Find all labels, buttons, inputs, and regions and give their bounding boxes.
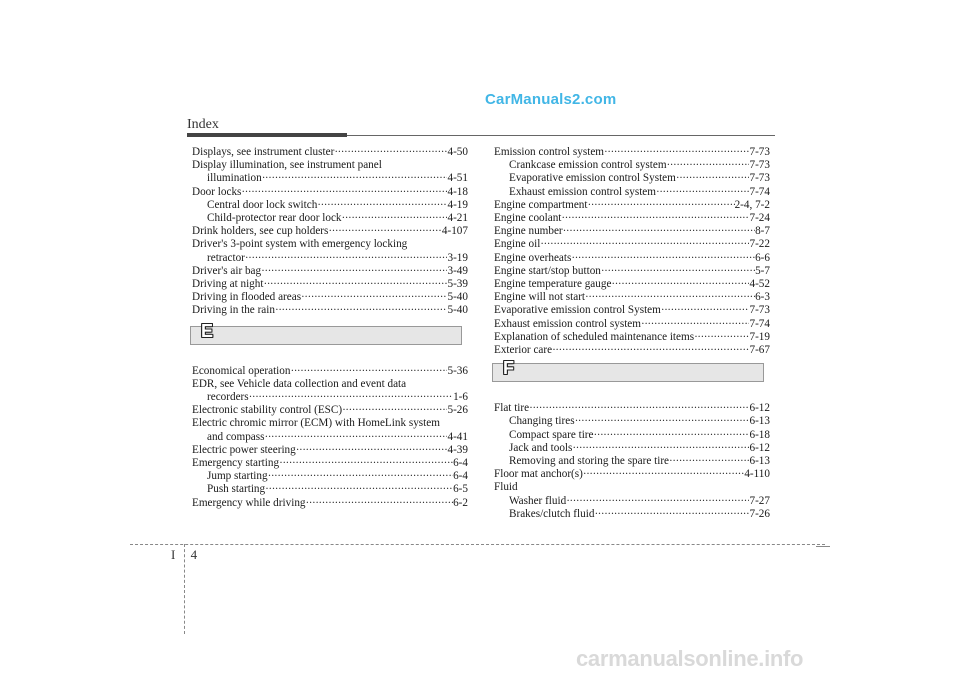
index-page-ref: 6-13	[749, 415, 770, 428]
index-entry-label: Emission control system	[494, 146, 605, 158]
dot-leader	[342, 404, 447, 417]
index-entry	[192, 172, 468, 185]
index-entry	[494, 146, 770, 159]
index-entry	[494, 331, 770, 344]
index-entry-label: Electric chromic mirror (ECM) with HomeLink system	[192, 417, 440, 430]
index-page-ref: 3-49	[447, 264, 468, 277]
index-entry	[494, 278, 770, 291]
index-entry	[192, 291, 468, 304]
dot-leader	[275, 304, 448, 317]
dot-leader	[279, 457, 453, 470]
index-subentry	[494, 429, 770, 442]
index-subentry	[494, 159, 770, 172]
dot-leader	[583, 468, 744, 481]
index-entry	[192, 146, 468, 159]
index-page-ref: 6-4	[453, 470, 468, 483]
index-entry-label: Driver's 3-point system with emergency locking	[192, 238, 408, 251]
index-column-right	[494, 146, 770, 521]
index-entry	[192, 252, 468, 265]
header-bar	[187, 133, 347, 137]
index-page-ref: 7-26	[749, 507, 770, 520]
index-entry-label: Push starting	[207, 483, 266, 496]
index-entry-label: Drink holders, see cup holders	[192, 225, 329, 238]
index-subentry	[494, 415, 770, 428]
dot-leader	[588, 199, 735, 212]
index-page-ref: 5-7	[755, 264, 770, 277]
index-page-ref: 4-21	[447, 212, 468, 225]
index-page-ref: 4-39	[447, 443, 468, 456]
index-page-ref: 7-22	[749, 238, 770, 251]
index-entry-label: Emergency while driving	[192, 496, 306, 509]
index-entry-label: Engine overheats	[494, 251, 572, 264]
index-entry-label: Exhaust emission control system	[509, 185, 656, 198]
index-entry-label: Evaporative emission control System	[509, 172, 676, 185]
index-entry-label: Emergency starting	[192, 457, 280, 470]
index-entry	[192, 457, 468, 470]
dot-leader	[676, 172, 750, 185]
dot-leader	[529, 402, 749, 415]
index-entry-label: retractor	[207, 251, 245, 264]
index-entry-label: Engine will not start	[494, 291, 586, 304]
index-entry	[192, 391, 468, 404]
header-rule	[347, 135, 775, 136]
index-page-ref: 7-74	[749, 185, 770, 198]
index-page-ref: 7-73	[749, 304, 770, 317]
index-entry	[192, 431, 468, 444]
index-entry	[192, 404, 468, 417]
index-entry-label: Driver's air bag	[192, 264, 262, 277]
index-page-ref: 7-74	[749, 317, 770, 330]
index-page-ref: 4-41	[447, 430, 468, 443]
dot-leader	[566, 495, 749, 508]
index-subentry	[494, 495, 770, 508]
index-entry	[494, 238, 770, 251]
index-entry	[494, 318, 770, 331]
index-page-ref: 7-27	[749, 494, 770, 507]
index-entry	[192, 304, 468, 317]
index-subentry	[494, 442, 770, 455]
index-entry-label: Compact spare tire	[509, 428, 594, 441]
index-entry-label: Displays, see instrument cluster	[192, 146, 335, 158]
index-entry	[192, 365, 468, 378]
index-page-ref: 6-12	[749, 402, 770, 415]
footer-rule-end	[816, 546, 830, 547]
index-entry-label: Driving in the rain	[192, 304, 275, 317]
index-entry-label: Evaporative emission control System	[494, 304, 661, 317]
index-entry	[192, 497, 468, 510]
dot-leader	[261, 265, 447, 278]
index-page-ref: 7-73	[749, 172, 770, 185]
index-entry	[494, 291, 770, 304]
index-subentry	[192, 470, 468, 483]
index-entry-label: Washer fluid	[509, 494, 567, 507]
index-entry-label: Removing and storing the spare tire	[509, 455, 670, 468]
index-entry-label: Jack and tools	[509, 441, 573, 454]
dot-leader	[661, 304, 750, 317]
dot-leader	[601, 265, 755, 278]
index-list-f	[494, 402, 770, 521]
watermark-carmanuals2: CarManuals2.com	[485, 91, 617, 108]
index-entry-label: Engine start/stop button	[494, 264, 601, 277]
index-page-ref: 4-110	[744, 468, 770, 481]
index-subentry	[192, 199, 468, 212]
index-list-e-continued	[494, 146, 770, 357]
index-page-ref: 6-2	[453, 496, 468, 509]
index-entry-label: Crankcase emission control system	[509, 159, 667, 172]
index-entry-label: and compass	[207, 430, 265, 443]
index-page-ref: 5-36	[447, 364, 468, 377]
dot-leader	[594, 429, 750, 442]
index-entry-label: Display illumination, see instrument panel	[192, 159, 382, 172]
index-entry	[192, 225, 468, 238]
index-page-ref: 5-26	[447, 404, 468, 417]
index-page-ref: 6-12	[749, 441, 770, 454]
page-title: Index	[187, 117, 219, 132]
dot-leader	[249, 391, 453, 404]
index-entry-label: Engine temperature gauge	[494, 278, 612, 291]
index-entry	[494, 402, 770, 415]
index-entry-label: Engine number	[494, 225, 563, 238]
index-entry-label: Exterior care	[494, 344, 553, 357]
dot-leader	[268, 470, 453, 483]
footer-rule	[130, 544, 825, 545]
section-header-f: F	[492, 363, 764, 382]
dot-leader	[264, 431, 447, 444]
index-entry-label: Electronic stability control (ESC)	[192, 404, 343, 417]
dot-leader	[669, 455, 749, 468]
index-entry	[494, 265, 770, 278]
index-entry-label: EDR, see Vehicle data collection and event data	[192, 377, 407, 390]
dot-leader	[317, 199, 447, 212]
dot-leader	[296, 444, 448, 457]
index-subentry	[494, 186, 770, 199]
index-entry	[494, 468, 770, 481]
index-page-ref: 6-6	[755, 251, 770, 264]
index-entry-label: Floor mat anchor(s)	[494, 468, 583, 481]
index-page-ref: 6-4	[453, 457, 468, 470]
watermark-carmanualsonline: carmanualsonline.info	[576, 646, 804, 671]
dot-leader	[561, 212, 749, 225]
dot-leader	[552, 344, 749, 357]
index-entry-label: Flat tire	[494, 402, 530, 415]
index-subentry	[192, 212, 468, 225]
index-page-ref: 4-50	[447, 146, 468, 158]
index-entry-label: Changing tires	[509, 415, 575, 428]
dot-leader	[328, 225, 441, 238]
index-page-ref: 2-4, 7-2	[734, 198, 770, 211]
dot-leader	[540, 238, 749, 251]
index-entry-label: Engine coolant	[494, 212, 562, 225]
index-entry-label: Door locks	[192, 185, 242, 198]
index-entry-label: Driving at night	[192, 278, 264, 291]
index-page-ref: 1-6	[453, 391, 468, 404]
index-page-ref: 7-19	[749, 330, 770, 343]
index-entry	[494, 212, 770, 225]
dot-leader	[334, 146, 447, 159]
dot-leader	[656, 186, 750, 199]
section-header-e: E	[190, 326, 462, 345]
index-page-ref: 4-107	[441, 225, 468, 238]
index-entry-label: Exhaust emission control system	[494, 317, 641, 330]
index-entry-label: Economical operation	[192, 364, 291, 377]
index-entry	[494, 304, 770, 317]
index-list-e	[192, 365, 468, 510]
index-entry-label: Electric power steering	[192, 443, 296, 456]
index-list-d	[192, 146, 468, 318]
index-entry-label: Jump starting	[207, 470, 268, 483]
dot-leader	[290, 365, 447, 378]
index-page-ref: 8-7	[755, 225, 770, 238]
dot-leader	[641, 318, 750, 331]
index-subentry	[494, 172, 770, 185]
index-entry-label: Engine oil	[494, 238, 541, 251]
index-entry	[192, 444, 468, 457]
dot-leader	[694, 331, 749, 344]
dot-leader	[245, 252, 448, 265]
index-entry-label: illumination	[207, 172, 262, 185]
dot-leader	[301, 291, 447, 304]
index-entry-label: Engine compartment	[494, 198, 588, 211]
index-entry-label: Fluid	[494, 481, 518, 494]
index-entry	[494, 199, 770, 212]
index-column-left	[192, 146, 468, 510]
index-entry	[494, 225, 770, 238]
dot-leader	[563, 225, 755, 238]
dot-leader	[585, 291, 755, 304]
index-page-ref: 5-40	[447, 291, 468, 304]
index-page-ref: 7-73	[749, 159, 770, 172]
dot-leader	[263, 278, 447, 291]
index-page-ref: 7-24	[749, 212, 770, 225]
index-entry	[494, 252, 770, 265]
index-entry-label: Central door lock switch	[207, 198, 318, 211]
index-page-ref: 4-52	[749, 278, 770, 291]
index-page-ref: 5-40	[447, 304, 468, 317]
index-page-ref: 3-19	[447, 251, 468, 264]
index-subentry	[494, 455, 770, 468]
dot-leader	[306, 497, 454, 510]
index-entry	[494, 481, 770, 494]
index-entry-label: Driving in flooded areas	[192, 291, 302, 304]
dot-leader	[572, 442, 749, 455]
dot-leader	[667, 159, 750, 172]
index-page-ref: 4-51	[447, 172, 468, 185]
index-entry	[192, 265, 468, 278]
page-number: I 4	[171, 547, 204, 562]
index-page-ref: 7-73	[749, 146, 770, 158]
index-page-ref: 5-39	[447, 278, 468, 291]
dot-leader	[262, 172, 448, 185]
index-page-ref: 4-19	[447, 198, 468, 211]
index-entry-label: Child-protector rear door lock	[207, 212, 342, 225]
dot-leader	[594, 508, 749, 521]
index-subentry	[192, 483, 468, 496]
dot-leader	[241, 186, 447, 199]
index-entry-label: Brakes/clutch fluid	[509, 507, 595, 520]
dot-leader	[604, 146, 749, 159]
index-page-ref: 4-18	[447, 185, 468, 198]
dot-leader	[265, 483, 453, 496]
index-page-ref: 7-67	[749, 344, 770, 357]
index-page-ref: 6-3	[755, 291, 770, 304]
dot-leader	[342, 212, 448, 225]
index-page-ref: 6-5	[453, 483, 468, 496]
index-entry-label: Explanation of scheduled maintenance items	[494, 330, 695, 343]
index-entry	[192, 186, 468, 199]
index-page-ref: 6-13	[749, 455, 770, 468]
dot-leader	[575, 415, 750, 428]
dot-leader	[571, 252, 755, 265]
index-page-ref: 6-18	[749, 428, 770, 441]
index-entry	[494, 344, 770, 357]
index-entry	[192, 278, 468, 291]
dot-leader	[611, 278, 749, 291]
index-subentry	[494, 508, 770, 521]
index-entry-label: recorders	[207, 391, 249, 404]
